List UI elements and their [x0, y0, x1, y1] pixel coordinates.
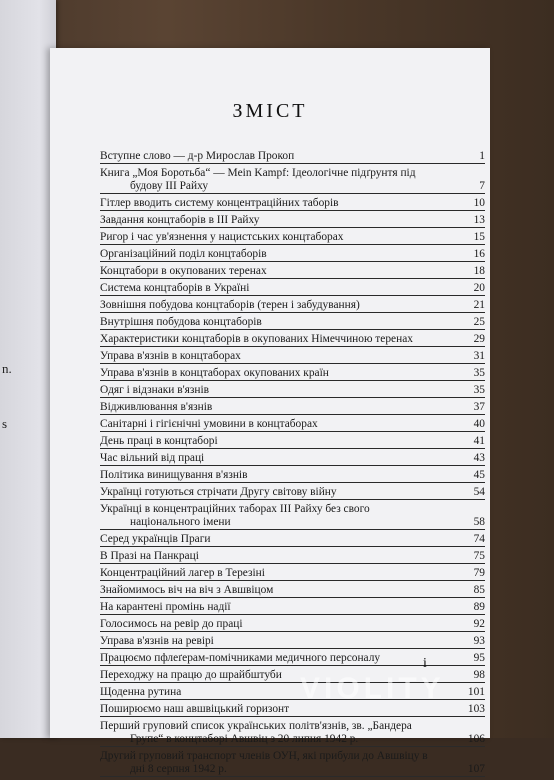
- toc-entry-page: 25: [473, 316, 485, 328]
- toc-entry-title: Українці в концентраційних таборах ІІІ Райху без свого: [100, 503, 370, 515]
- toc-entry-page: 16: [473, 248, 485, 260]
- toc-entry: [100, 316, 485, 330]
- toc-entry: [100, 299, 485, 313]
- toc-entry-page: 45: [473, 469, 485, 481]
- toc-entry-page: 75: [473, 550, 485, 562]
- toc-entry-title: Ригор і час ув'язнення у нацистських концтаборах: [100, 231, 344, 243]
- toc-entry: [100, 469, 485, 483]
- toc-entry-title: Управа в'язнів на ревірі: [100, 635, 214, 647]
- toc-entry: [100, 452, 485, 466]
- toc-entry-title: На карантені промінь надії: [100, 601, 231, 613]
- toc-entry: [100, 720, 485, 747]
- watermark-logo: VIOLITY: [300, 672, 445, 705]
- toc-entry: [100, 401, 485, 415]
- toc-entry-page: 58: [473, 516, 485, 528]
- toc-entry-title: Зовнішня побудова концтаборів (терен і забудування): [100, 299, 360, 311]
- toc-entry: [100, 197, 485, 211]
- toc-entry-page: 98: [473, 669, 485, 681]
- toc-entry: [100, 384, 485, 398]
- toc-entry-page: 31: [473, 350, 485, 362]
- toc-entry-title: Знайомимось віч на віч з Авшвіцом: [100, 584, 274, 596]
- toc-entry-page: 10: [473, 197, 485, 209]
- toc-entry: [100, 248, 485, 262]
- toc-entry: [100, 750, 485, 777]
- toc-entry-title-cont: будову ІІІ Райху: [130, 180, 209, 192]
- toc-entry-title: Відживлювання в'язнів: [100, 401, 213, 413]
- toc-entry-title: Перший груповий список українських політв'язнів, зв. „Бандера: [100, 720, 412, 732]
- page-title: ЗМІСТ: [232, 100, 308, 122]
- toc-entry: [100, 618, 485, 632]
- toc-entry-page: 101: [467, 686, 485, 698]
- toc-entry-title: Щоденна рутина: [100, 686, 182, 698]
- toc-entry-title: Політика винищування в'язнів: [100, 469, 248, 481]
- toc-entry-page: 41: [473, 435, 485, 447]
- toc-entry: [100, 350, 485, 364]
- page-number: i: [423, 656, 427, 671]
- toc-entry: [100, 333, 485, 347]
- toc-entry-title: Завдання концтаборів в ІІІ Райху: [100, 214, 260, 226]
- toc-entry: [100, 150, 485, 164]
- toc-entry-title-cont: дні 8 серпня 1942 р.: [130, 763, 227, 775]
- toc-entry-title: Характеристики концтаборів в окупованих Німеччиною теренах: [100, 333, 413, 345]
- toc-entry: [100, 584, 485, 598]
- toc-entry: [100, 435, 485, 449]
- toc-entry-page: 85: [473, 584, 485, 596]
- toc-entry-title: Другий груповий транспорт членів ОУН, які прибули до Авшвіцу в: [100, 750, 428, 762]
- toc-entry-title: Одяг і відзнаки в'язнів: [100, 384, 210, 396]
- toc-entry-title: Внутрішня побудова концтаборів: [100, 316, 262, 328]
- toc-entry-page: 29: [473, 333, 485, 345]
- toc-entry: [100, 652, 485, 666]
- toc-entry-page: 13: [473, 214, 485, 226]
- edge-text: s: [2, 416, 8, 431]
- toc-entry-title: Поширюємо наш авшвіцький горизонт: [100, 703, 290, 715]
- toc-entry-page: 106: [467, 733, 485, 745]
- toc-entry-title: Гітлер вводить систему концентраційних таборів: [100, 197, 339, 209]
- toc-entry-page: 20: [473, 282, 485, 294]
- toc-entry-page: 103: [467, 703, 485, 715]
- toc-entry-page: 54: [473, 486, 485, 498]
- toc-entry-page: 40: [473, 418, 485, 430]
- toc-entry: [100, 550, 485, 564]
- toc-entry-page: 92: [473, 618, 485, 630]
- toc-entry-title: Організаційний поділ концтаборів: [100, 248, 267, 260]
- toc-entry-page: 95: [473, 652, 485, 664]
- left-page-edge: [0, 0, 56, 738]
- toc-entry-title: Концтабори в окупованих теренах: [100, 265, 267, 277]
- toc-entry: [100, 486, 485, 500]
- toc-entry: [100, 282, 485, 296]
- toc-entry-page: 21: [473, 299, 485, 311]
- toc-entry: [100, 567, 485, 581]
- toc-entry-title-cont: Групе“ в концтаборі Авшвіц з 20 липня 1942 р.: [130, 733, 359, 745]
- toc-entry: [100, 367, 485, 381]
- toc-entry-page: 93: [473, 635, 485, 647]
- toc-entry: [100, 503, 485, 530]
- toc-entry-title: Санітарні і гігієнічні умовини в концтаборах: [100, 418, 318, 430]
- toc-entry-title: Вступне слово — д-р Мирослав Прокоп: [100, 150, 295, 162]
- toc-entry-page: 7: [479, 180, 485, 192]
- toc-entry-page: 18: [473, 265, 485, 277]
- toc-entry-page: 107: [467, 763, 485, 775]
- toc-entry-page: 15: [473, 231, 485, 243]
- toc-entry-page: 89: [473, 601, 485, 613]
- toc-entry: [100, 601, 485, 615]
- toc-entry: [100, 231, 485, 245]
- toc-entry-title-cont: національного імени: [130, 516, 231, 528]
- toc-entry-title: Серед українців Праги: [100, 533, 211, 545]
- toc-entry-page: 37: [473, 401, 485, 413]
- toc-entry-title: Управа в'язнів в концтаборах: [100, 350, 241, 362]
- toc-entry-page: 79: [473, 567, 485, 579]
- toc-entry-title: Переходжу на працю до шрайбштуби: [100, 669, 282, 681]
- toc-entry-page: 1: [479, 150, 485, 162]
- toc-entry: [100, 635, 485, 649]
- toc-entry-title: Працюємо пфлеґерам-помічниками медичного персоналу: [100, 652, 381, 664]
- toc-entry-title: Українці готуються стрічати Другу світову війну: [100, 486, 337, 498]
- toc-entry: [100, 418, 485, 432]
- toc-entry: [100, 265, 485, 279]
- book-page: [50, 48, 490, 775]
- toc-entry: [100, 214, 485, 228]
- toc-entry: [100, 167, 485, 194]
- toc-entry-page: 74: [473, 533, 485, 545]
- toc-entry-page: 43: [473, 452, 485, 464]
- toc-entry-page: 35: [473, 367, 485, 379]
- toc-entry-title: Голосимось на ревір до праці: [100, 618, 243, 630]
- toc-entry-title: Система концтаборів в Україні: [100, 282, 250, 294]
- toc-entry-title: Книга „Моя Боротьба“ — Mein Kampf: Ідеологічне підґрунтя під: [100, 167, 416, 179]
- toc-entry-title: Концентраційний лагер в Терезіні: [100, 567, 265, 579]
- toc-entry-page: 35: [473, 384, 485, 396]
- toc-entry: [100, 533, 485, 547]
- toc-entry-title: День праці в концтаборі: [100, 435, 218, 447]
- toc-entry-title: Час вільний від праці: [100, 452, 205, 464]
- edge-text: n.: [2, 361, 12, 376]
- toc-entry-title: Управа в'язнів в концтаборах окупованих країн: [100, 367, 329, 379]
- toc-entry-title: В Празі на Панкраці: [100, 550, 199, 562]
